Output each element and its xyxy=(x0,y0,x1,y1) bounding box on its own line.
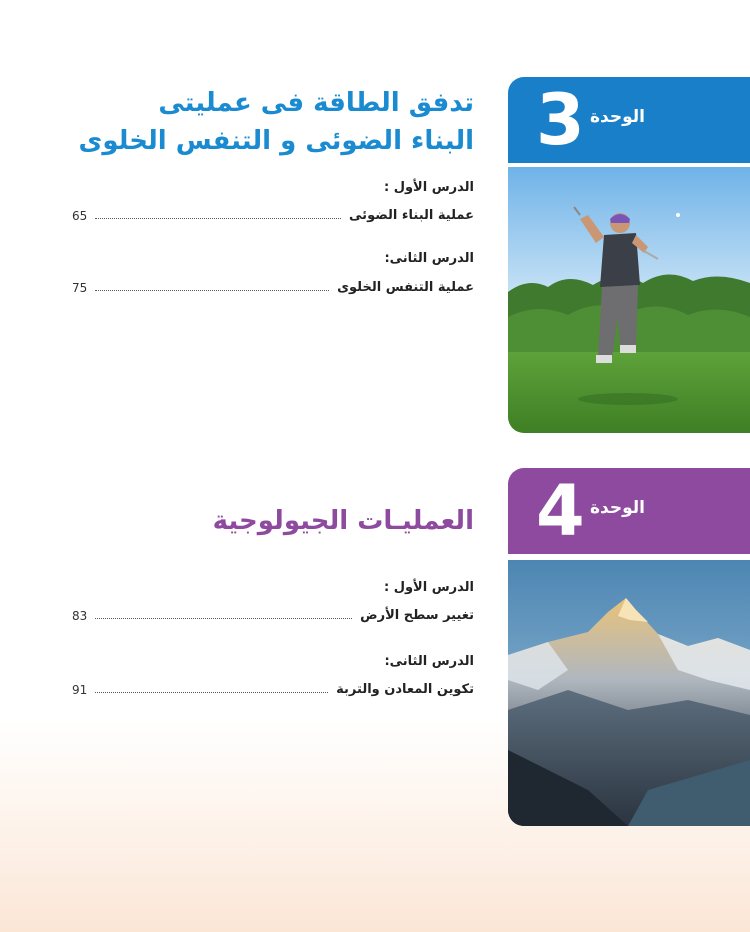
unit-3-lesson-1-name: عملية البناء الضوئى xyxy=(349,208,474,223)
unit-3-number: 3 xyxy=(536,79,585,161)
unit-3-title-line1: تدفق الطاقة فى عمليتى xyxy=(158,88,474,118)
unit-3-lesson-2-row[interactable] xyxy=(72,275,474,295)
unit-4-label: الوحدة xyxy=(590,498,645,518)
unit-4-lesson-1-page: 83 xyxy=(72,609,88,623)
dotted-leader xyxy=(95,218,341,219)
unit-4-lesson-1-row[interactable] xyxy=(72,603,474,623)
unit-4-title: العمليـات الجيولوجية xyxy=(212,506,474,536)
unit-3-lesson-2-name: عملية التنفس الخلوى xyxy=(337,280,474,295)
unit-3-label: الوحدة xyxy=(590,107,645,127)
unit-4-lesson-2-page: 91 xyxy=(72,683,88,697)
dotted-leader xyxy=(95,290,329,291)
unit-3-lesson-2-page: 75 xyxy=(72,281,88,295)
unit-3-lesson-1-row[interactable] xyxy=(72,203,474,223)
unit-4-lesson-2-row[interactable] xyxy=(72,677,474,697)
mountain-photo xyxy=(508,560,750,826)
unit-3-lesson-1-page: 65 xyxy=(72,209,88,223)
unit-4-lesson-1-label: الدرس الأول : xyxy=(383,580,474,595)
unit-4-lesson-2-name: تكوين المعادن والتربة xyxy=(336,682,474,697)
unit-4-header xyxy=(508,468,750,554)
dotted-leader xyxy=(95,692,328,693)
unit-3-lesson-2-label: الدرس الثانى: xyxy=(384,251,474,266)
unit-4-lesson-2-label: الدرس الثانى: xyxy=(384,654,474,669)
unit-3-lesson-1-label: الدرس الأول : xyxy=(383,180,474,195)
golfer-photo xyxy=(508,167,750,433)
unit-4-number: 4 xyxy=(536,470,585,552)
dotted-leader xyxy=(95,618,352,619)
unit-4-lesson-1-name: تغيير سطح الأرض xyxy=(360,608,474,623)
unit-3-header xyxy=(508,77,750,163)
unit-3-title-line2: البناء الضوئى و التنفس الخلوى xyxy=(78,126,474,156)
